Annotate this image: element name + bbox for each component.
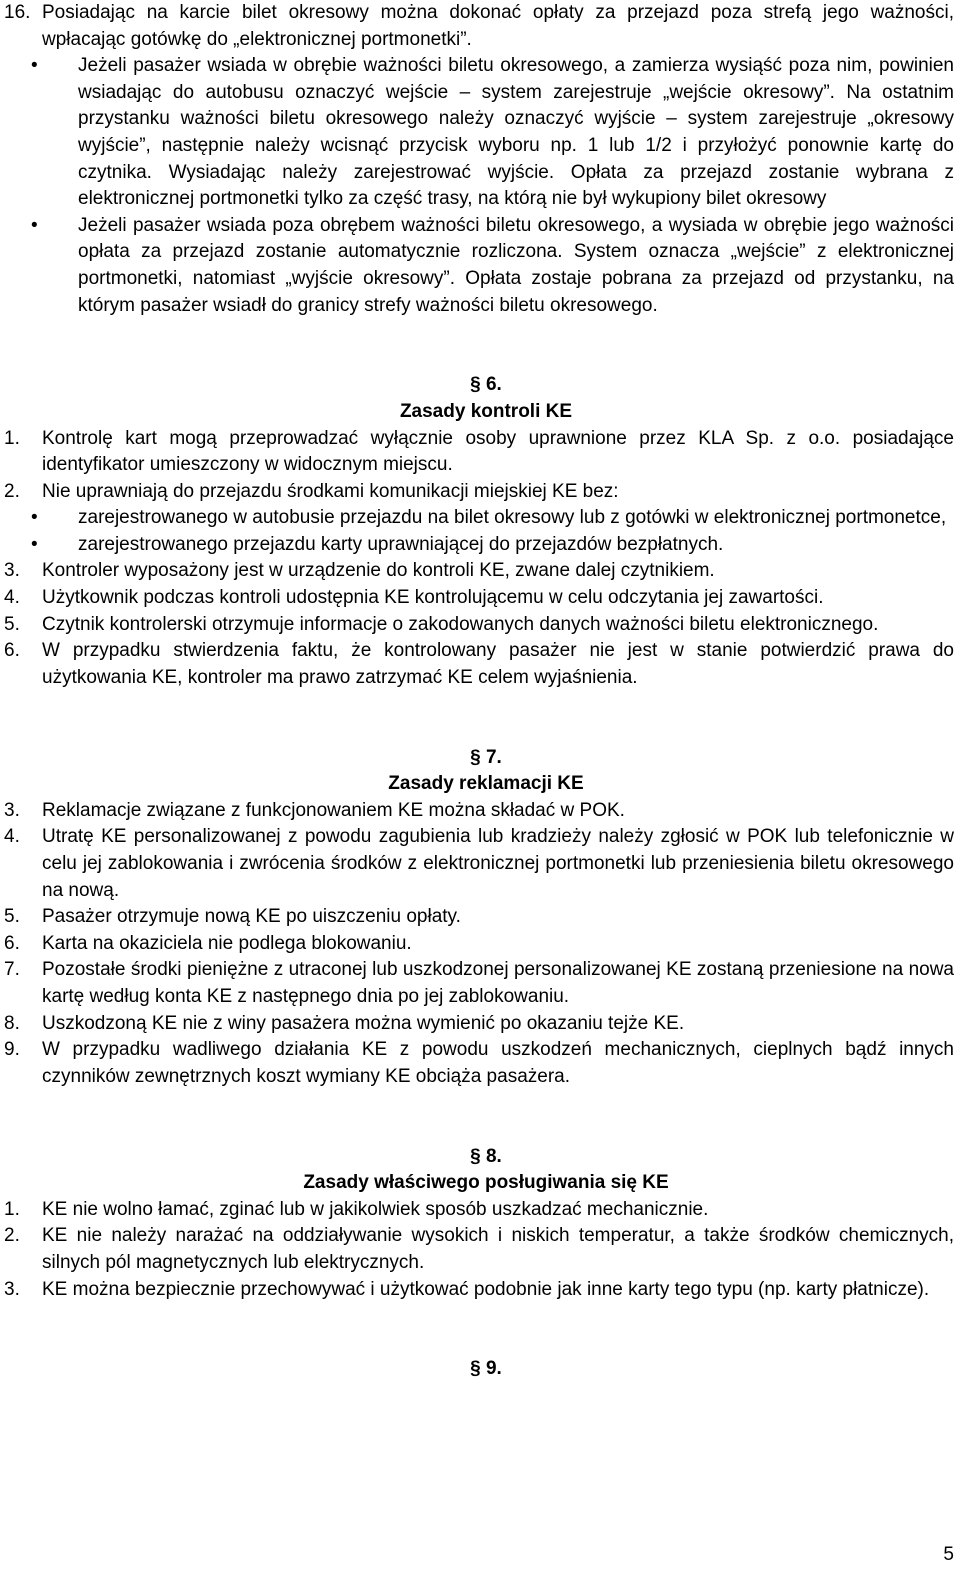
item-text: W przypadku wadliwego działania KE z powodu uszkodzeń mechanicznych, cieplnych bądź innych czynników zewnętrznych koszt wymiany KE obciąża pasażera. xyxy=(42,1039,954,1087)
bullet-icon: • xyxy=(31,214,38,236)
item-text: Karta na okaziciela nie podlega blokowaniu. xyxy=(42,932,412,954)
item-number: 2. xyxy=(4,480,20,502)
item-text: Pasażer otrzymuje nową KE po uiszczeniu opłaty. xyxy=(42,906,461,928)
bullet-icon: • xyxy=(31,533,38,555)
list-item xyxy=(4,479,954,506)
list-item xyxy=(4,1223,954,1276)
item-text: Użytkownik podczas kontroli udostępnia KE kontrolującemu w celu odczytania jej zawartości. xyxy=(42,587,824,609)
section-title: Zasady właściwego posługiwania się KE xyxy=(303,1172,669,1194)
list-item xyxy=(4,1011,954,1038)
item-number: 5. xyxy=(4,613,20,635)
section-title: Zasady reklamacji KE xyxy=(388,773,584,795)
section-number: § 9. xyxy=(470,1358,502,1380)
item-number: 6. xyxy=(4,932,20,954)
item-number: 1. xyxy=(4,1198,20,1220)
list-item xyxy=(4,426,954,479)
list-item xyxy=(4,1037,954,1090)
item-text: Reklamacje związane z funkcjonowaniem KE można składać w POK. xyxy=(42,799,625,821)
item-text: Utratę KE personalizowanej z powodu zagubienia lub kradzieży należy zgłosić w POK lub telefonicznie w celu jej zablokowania i zwrócenia środków z elektronicznej portmonetki lub przeniesienia biletu okresowego na nową. xyxy=(42,826,954,901)
list-item xyxy=(4,957,954,1010)
list-item xyxy=(4,824,954,904)
item-number: 3. xyxy=(4,799,20,821)
bullet-text: zarejestrowanego w autobusie przejazdu na bilet okresowy lub z gotówki w elektronicznej portmonetce, xyxy=(78,507,947,529)
bullet-icon: • xyxy=(31,55,38,77)
item-text: Pozostałe środki pieniężne z utraconej lub uszkodzonej personalizowanej KE zostaną przeniesione na nowa kartę według konta KE z następnego dnia po jej zablokowaniu. xyxy=(42,959,954,1007)
list-item xyxy=(4,638,954,691)
list-item xyxy=(4,612,954,639)
page-number: 5 xyxy=(943,1544,954,1566)
item-text: Uszkodzoną KE nie z winy pasażera można wymienić po okazaniu tejże KE. xyxy=(42,1012,685,1034)
bullet-item xyxy=(4,53,954,213)
item-text: KE nie należy narażać na oddziaływanie wysokich i niskich temperatur, a także środków chemicznych, silnych pól magnetycznych lub elektrycznych. xyxy=(42,1225,954,1273)
item-number: 4. xyxy=(4,826,20,848)
bullet-text: zarejestrowanego przejazdu karty uprawniającej do przejazdów bezpłatnych. xyxy=(78,533,724,555)
item-number: 4. xyxy=(4,587,20,609)
section-number: § 7. xyxy=(470,746,502,768)
section-title: Zasady kontroli KE xyxy=(399,400,573,422)
item-number: 16. xyxy=(4,2,31,23)
bullet-item xyxy=(4,213,954,319)
bullet-text: Jeżeli pasażer wsiada poza obrębem ważności biletu okresowego, a wysiada w obrębie jego ważności opłata za przejazd zostanie automatycznie rozliczona. System oznacza „wejście” z elektronicznej portmonetki, natomiast „wyjście okresowy”. Opłata zostaje pobrana za przejazd od przystanku, na którym pasażer wsiadł do granicy strefy ważności biletu okresowego. xyxy=(78,214,954,316)
list-item xyxy=(4,904,954,931)
item-number: 1. xyxy=(4,427,20,449)
item-text: KE można bezpiecznie przechowywać i użytkować podobnie jak inne karty tego typu (np. karty płatnicze). xyxy=(42,1278,930,1300)
section-number: § 8. xyxy=(470,1145,502,1167)
list-item xyxy=(4,1197,954,1224)
list-item xyxy=(4,585,954,612)
list-item xyxy=(4,0,954,53)
item-number: 6. xyxy=(4,640,20,662)
item-text: Kontroler wyposażony jest w urządzenie do kontroli KE, zwane dalej czytnikiem. xyxy=(42,560,715,582)
item-number: 3. xyxy=(4,1278,20,1300)
item-number: 7. xyxy=(4,959,20,981)
bullet-icon: • xyxy=(31,507,38,529)
bullet-item xyxy=(4,532,954,559)
item-text: Nie uprawniają do przejazdu środkami komunikacji miejskiej KE bez: xyxy=(42,480,619,502)
list-item xyxy=(4,798,954,825)
bullet-text: Jeżeli pasażer wsiada w obrębie ważności biletu okresowego, a zamierza wysiąść poza nim, powinien wsiadając do autobusu oznaczyć wejście – system zarejestruje „wejście okresowy”. Na ostatnim przystanku ważności biletu okresowego należy oznaczyć wyjście – system zarejestruje „okresowy wyjście”, następnie należy wcisnąć przycisk wyboru np. 1 lub 1/2 i przyłożyć ponownie kartę do czytnika. Wysiadając należy zarejestrować wyjście. Opłata za przejazd zostanie wybrana z elektronicznej portmonetki tylko za część trasy, na którą nie był wykupiony bilet okresowy xyxy=(78,55,954,210)
item-number: 2. xyxy=(4,1225,20,1247)
item-number: 5. xyxy=(4,906,20,928)
bullet-item xyxy=(4,505,954,532)
item-number: 9. xyxy=(4,1039,20,1061)
document-page xyxy=(4,0,954,1383)
item-text: Posiadając na karcie bilet okresowy można dokonać opłaty za przejazd poza strefą jego ważności, wpłacając gotówkę do „elektronicznej portmonetki”. xyxy=(42,2,954,50)
item-text: W przypadku stwierdzenia faktu, że kontrolowany pasażer nie jest w stanie potwierdzić prawa do użytkowania KE, kontroler ma prawo zatrzymać KE celem wyjaśnienia. xyxy=(42,640,954,688)
item-number: 3. xyxy=(4,560,20,582)
list-item xyxy=(4,1277,954,1304)
item-number: 8. xyxy=(4,1012,20,1034)
section-number: § 6. xyxy=(470,374,502,396)
list-item xyxy=(4,558,954,585)
item-text: Kontrolę kart mogą przeprowadzać wyłącznie osoby uprawnione przez KLA Sp. z o.o. posiadające identyfikator umieszczony w widocznym miejscu. xyxy=(42,427,954,476)
item-text: Czytnik kontrolerski otrzymuje informacje o zakodowanych danych ważności biletu elektronicznego. xyxy=(42,613,879,635)
item-text: KE nie wolno łamać, zginać lub w jakikolwiek sposób uszkadzać mechanicznie. xyxy=(42,1198,709,1220)
list-item xyxy=(4,931,954,958)
